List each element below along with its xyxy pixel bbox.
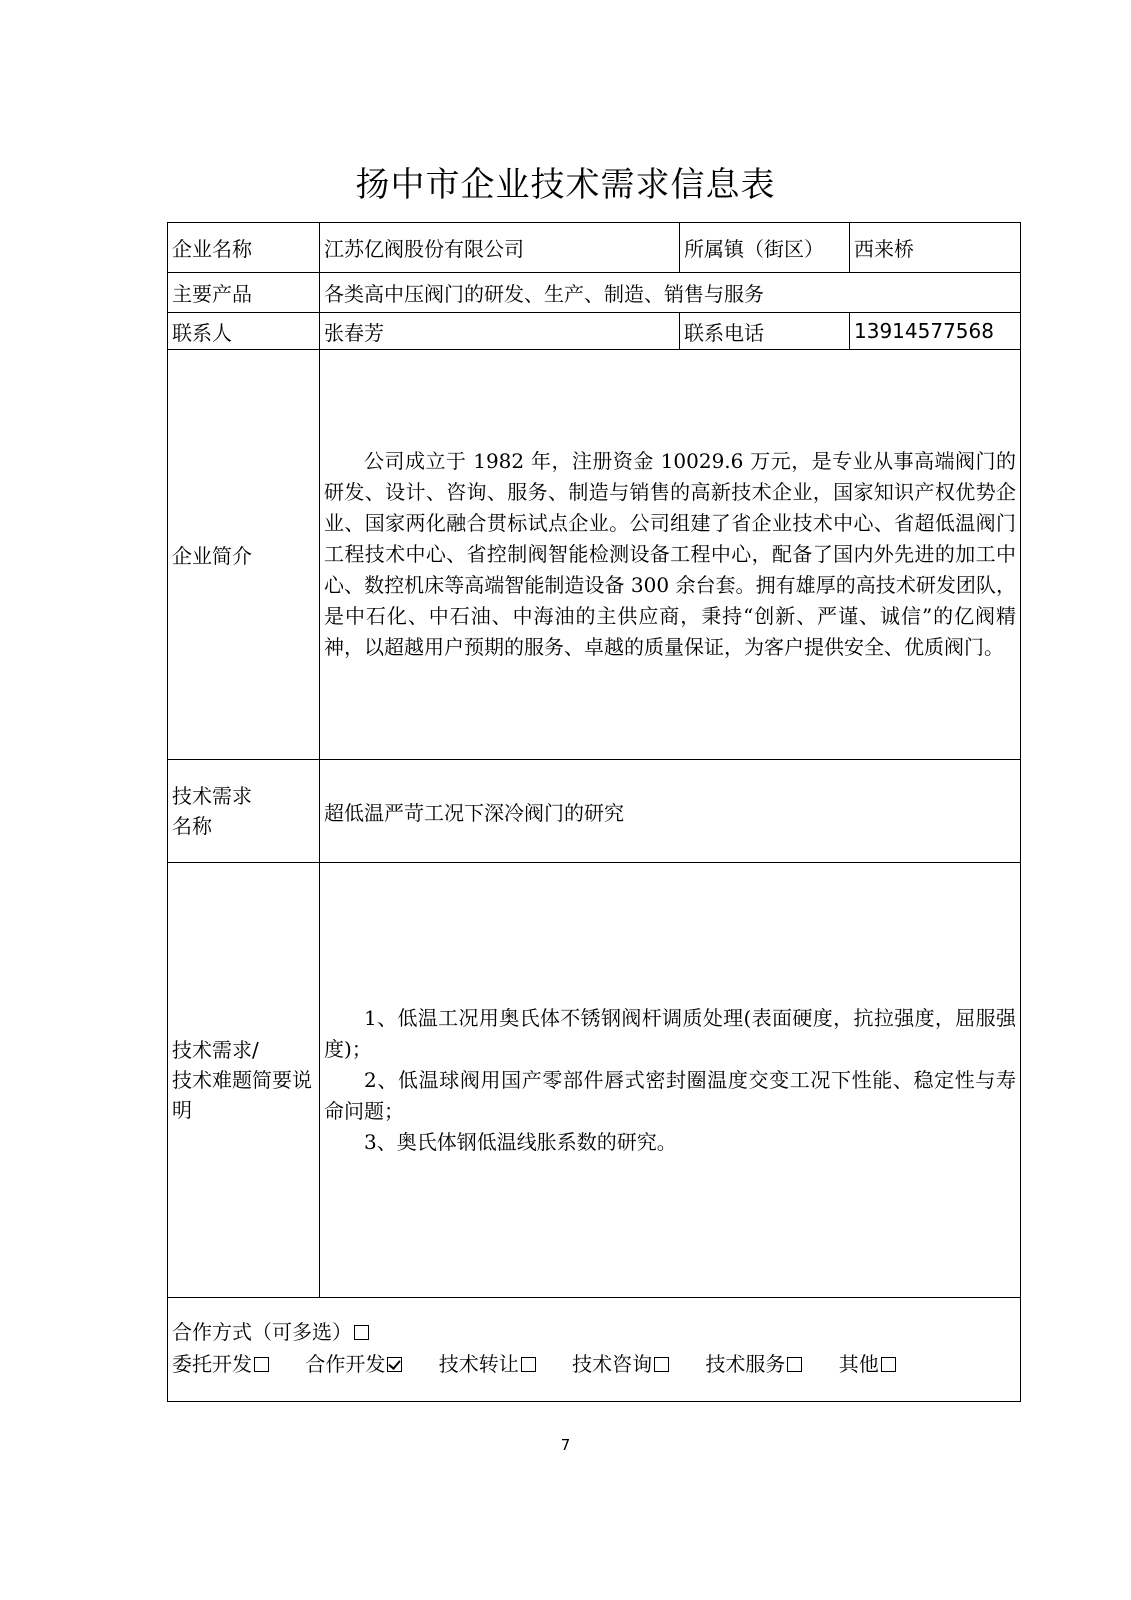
option-label: 其他 [838, 1352, 879, 1376]
demand-form-table [167, 222, 1021, 1402]
demand-name-value: 超低温严苛工况下深冷阀门的研究 [320, 760, 1021, 863]
contact-label: 联系人 [168, 313, 320, 350]
cooperation-label: 合作方式（可多选） [172, 1320, 352, 1344]
demand-desc-label-line1: 技术需求/ [172, 1038, 259, 1062]
town-value: 西来桥 [850, 223, 1021, 273]
row-profile [168, 350, 1021, 760]
profile-cell [320, 350, 1021, 760]
demand-name-label-line1: 技术需求 [172, 784, 252, 808]
demand-desc-cell [320, 863, 1021, 1298]
cooperation-cell [168, 1298, 1021, 1402]
checkbox[interactable] [254, 1357, 269, 1372]
option-label: 合作开发 [305, 1352, 386, 1376]
demand-desc-label [168, 863, 320, 1298]
row-contact [168, 313, 1021, 350]
option-other[interactable] [839, 1348, 896, 1380]
demand-desc-label-line3: 明 [172, 1098, 192, 1122]
demand-desc-label-line2: 技术难题简要说 [172, 1068, 312, 1092]
company-name-label: 企业名称 [168, 223, 320, 273]
company-name-value: 江苏亿阀股份有限公司 [320, 223, 680, 273]
row-demand-name [168, 760, 1021, 863]
page-title: 扬中市企业技术需求信息表 [355, 165, 776, 205]
profile-label: 企业简介 [168, 350, 320, 760]
option-tech-transfer[interactable] [439, 1348, 536, 1380]
demand-name-label [168, 760, 320, 863]
phone-label: 联系电话 [680, 313, 850, 350]
row-products [168, 273, 1021, 313]
main-products-label: 主要产品 [168, 273, 320, 313]
option-tech-consulting[interactable] [572, 1348, 669, 1380]
row-demand-desc [168, 863, 1021, 1298]
checkbox[interactable] [654, 1357, 669, 1372]
checkbox[interactable] [881, 1357, 896, 1372]
checkbox[interactable] [787, 1357, 802, 1372]
phone-value: 13914577568 [850, 313, 1021, 350]
town-label: 所属镇（街区） [680, 223, 850, 273]
cooperation-options [172, 1348, 1016, 1380]
row-company [168, 223, 1021, 273]
demand-item-1: 1、低温工况用奥氏体不锈钢阀杆调质处理(表面硬度，抗拉强度，屈服强度)； [324, 1005, 1016, 1061]
demand-item-3: 3、奥氏体钢低温线胀系数的研究。 [364, 1129, 677, 1154]
main-products-value: 各类高中压阀门的研发、生产、制造、销售与服务 [320, 273, 1021, 313]
checkbox-checked[interactable] [387, 1357, 402, 1372]
page-number: 7 [560, 1436, 571, 1454]
demand-name-label-line2: 名称 [172, 814, 212, 838]
option-cooperative-dev[interactable] [305, 1348, 402, 1380]
option-label: 技术服务 [705, 1352, 786, 1376]
contact-value: 张春芳 [320, 313, 680, 350]
cooperation-label-line [172, 1316, 1016, 1348]
demand-item-2: 2、低温球阀用国产零部件唇式密封圈温度交变工况下性能、稳定性与寿命问题； [324, 1067, 1016, 1123]
option-label: 技术咨询 [572, 1352, 653, 1376]
checkbox[interactable] [521, 1357, 536, 1372]
row-cooperation [168, 1298, 1021, 1402]
option-label: 委托开发 [172, 1352, 252, 1376]
cooperation-multi-checkbox[interactable] [354, 1325, 369, 1340]
option-tech-service[interactable] [705, 1348, 802, 1380]
option-label: 技术转让 [438, 1352, 519, 1376]
option-commissioned-dev[interactable] [172, 1348, 269, 1380]
profile-text: 公司成立于 1982 年，注册资金 10029.6 万元，是专业从事高端阀门的研发、设计、咨询、服务、制造与销售的高新技术企业，国家知识产权优势企业、国家两化融合贯标试点企业。公司组建了省企业技术中心、省超低温阀门工程技术中心、省控制阀智能检测设备工程中心，配备了国内外先进的加工中心、数控机床等高端智能制造设备 300 余台套。拥有雄厚的高技术研发团队，是中石化、中石油、中海油的主供应商，秉持“创新、严谨、诚信”的亿阀精神，以超越用户预期的服务、卓越的质量保证，为客户提供安全、优质阀门。 [324, 449, 1016, 659]
